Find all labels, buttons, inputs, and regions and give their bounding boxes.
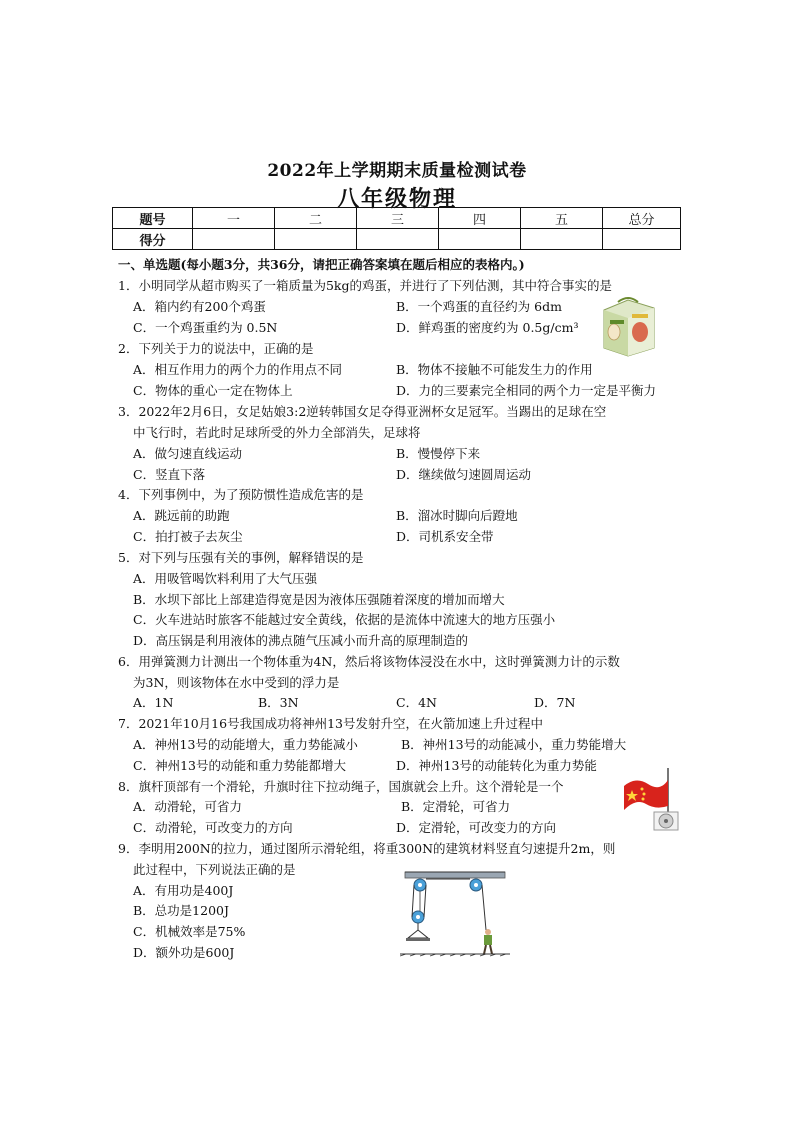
- table-cell: 总分: [603, 208, 681, 229]
- question-9-option-d: D．额外功是600J: [133, 945, 235, 960]
- question-1-option-c: C．一个鸡蛋重约为 0.5N: [133, 320, 278, 335]
- question-3-stem-cont: 中飞行时，若此时足球所受的外力全部消失，足球将: [133, 425, 421, 440]
- question-7-option-d: D．神州13号的动能转化为重力势能: [396, 758, 597, 773]
- question-4-option-c: C．拍打被子去灰尘: [133, 529, 243, 544]
- score-table-score-row: [113, 229, 681, 250]
- table-cell: 得分: [113, 229, 193, 250]
- table-cell: 题号: [113, 208, 193, 229]
- question-4-option-a: A．跳远前的助跑: [133, 508, 230, 523]
- score-input-cell[interactable]: [439, 229, 521, 250]
- question-2-option-b: B．物体不接触不可能发生力的作用: [396, 362, 593, 377]
- score-input-cell[interactable]: [603, 229, 681, 250]
- question-5-option-c: C．火车进站时旅客不能越过安全黄线，依据的是流体中流速大的地方压强小: [133, 612, 556, 627]
- question-6-option-c: C．4N: [396, 695, 437, 710]
- subject-title: 八年级物理: [336, 186, 457, 212]
- question-9-stem: 9．李明用200N的拉力，通过图所示滑轮组，将重300N的建筑材料竖直匀速提升2m，则: [118, 841, 616, 856]
- section-heading: 一、单选题(每小题3分，共36分，请把正确答案填在题后相应的表格内。): [118, 257, 525, 272]
- question-2-stem: 2．下列关于力的说法中，正确的是: [118, 341, 314, 356]
- exam-title: 2022年上学期期末质量检测试卷: [267, 161, 527, 181]
- question-4-option-d: D．司机系安全带: [396, 529, 494, 544]
- table-cell: 一: [193, 208, 275, 229]
- question-3-option-d: D．继续做匀速圆周运动: [396, 467, 532, 482]
- question-1-option-b: B．一个鸡蛋的直径约为 6dm: [396, 299, 562, 314]
- egg-box-image: [598, 296, 658, 358]
- score-input-cell[interactable]: [521, 229, 603, 250]
- table-cell: 四: [439, 208, 521, 229]
- question-5-option-b: B．水坝下部比上部建造得宽是因为液体压强随着深度的增加而增大: [133, 592, 505, 607]
- question-3-stem: 3．2022年2月6日，女足姑娘3:2逆转韩国女足夺得亚洲杯女足冠军。当踢出的足球在空: [118, 404, 607, 419]
- score-table: [112, 207, 681, 250]
- question-8-option-a: A．动滑轮，可省力: [133, 799, 243, 814]
- question-9-option-c: C．机械效率是75%: [133, 924, 246, 939]
- table-cell: 五: [521, 208, 603, 229]
- question-3-option-a: A．做匀速直线运动: [133, 446, 243, 461]
- question-5-option-a: A．用吸管喝饮料利用了大气压强: [133, 571, 318, 586]
- question-6-option-a: A．1N: [133, 695, 174, 710]
- question-3-option-c: C．竖直下落: [133, 467, 206, 482]
- question-9-option-b: B．总功是1200J: [133, 903, 230, 918]
- question-2-option-c: C．物体的重心一定在物体上: [133, 383, 293, 398]
- question-6-option-b: B．3N: [258, 695, 299, 710]
- question-3-option-b: B．慢慢停下来: [396, 446, 481, 461]
- question-2-option-d: D．力的三要素完全相同的两个力一定是平衡力: [396, 383, 657, 398]
- question-7-option-c: C．神州13号的动能和重力势能都增大: [133, 758, 346, 773]
- question-1-option-d: D．鲜鸡蛋的密度约为 0.5g/cm³: [396, 320, 579, 335]
- question-4-option-b: B．溜冰时脚向后蹬地: [396, 508, 518, 523]
- question-8-stem: 8．旗杆顶部有一个滑轮，升旗时往下拉动绳子，国旗就会上升。这个滑轮是一个: [118, 779, 564, 794]
- question-1-option-a: A．箱内约有200个鸡蛋: [133, 299, 266, 314]
- score-input-cell[interactable]: [275, 229, 357, 250]
- question-6-option-d: D．7N: [534, 695, 576, 710]
- question-5-stem: 5．对下列与压强有关的事例，解释错误的是: [118, 550, 364, 565]
- question-8-option-d: D．定滑轮，可改变力的方向: [396, 820, 557, 835]
- table-cell: 二: [275, 208, 357, 229]
- score-input-cell[interactable]: [193, 229, 275, 250]
- question-7-stem: 7．2021年10月16号我国成功将神州13号发射升空，在火箭加速上升过程中: [118, 716, 543, 731]
- question-7-option-a: A．神州13号的动能增大，重力势能减小: [133, 737, 358, 752]
- question-1-stem: 1．小明同学从超市购买了一箱质量为5kg的鸡蛋，并进行了下列估测，其中符合事实的是: [118, 278, 612, 293]
- question-9-stem-cont: 此过程中，下列说法正确的是: [133, 862, 296, 877]
- question-8-option-b: B．定滑轮，可省力: [401, 799, 511, 814]
- question-4-stem: 4．下列事例中，为了预防惯性造成危害的是: [118, 487, 364, 502]
- question-5-option-d: D．高压锅是利用液体的沸点随气压减小而升高的原理制造的: [133, 633, 469, 648]
- score-table-header-row: [113, 208, 681, 229]
- question-8-option-c: C．动滑轮，可改变力的方向: [133, 820, 293, 835]
- question-7-option-b: B．神州13号的动能减小，重力势能增大: [401, 737, 627, 752]
- flag-pulley-image: [620, 766, 680, 832]
- table-cell: 三: [357, 208, 439, 229]
- question-2-option-a: A．相互作用力的两个力的作用点不同: [133, 362, 343, 377]
- pulley-system-diagram: [400, 868, 510, 958]
- question-6-stem-cont: 为3N，则该物体在水中受到的浮力是: [133, 675, 340, 690]
- question-9-option-a: A．有用功是400J: [133, 883, 234, 898]
- question-6-stem: 6．用弹簧测力计测出一个物体重为4N，然后将该物体浸没在水中，这时弹簧测力计的示数: [118, 654, 620, 669]
- score-input-cell[interactable]: [357, 229, 439, 250]
